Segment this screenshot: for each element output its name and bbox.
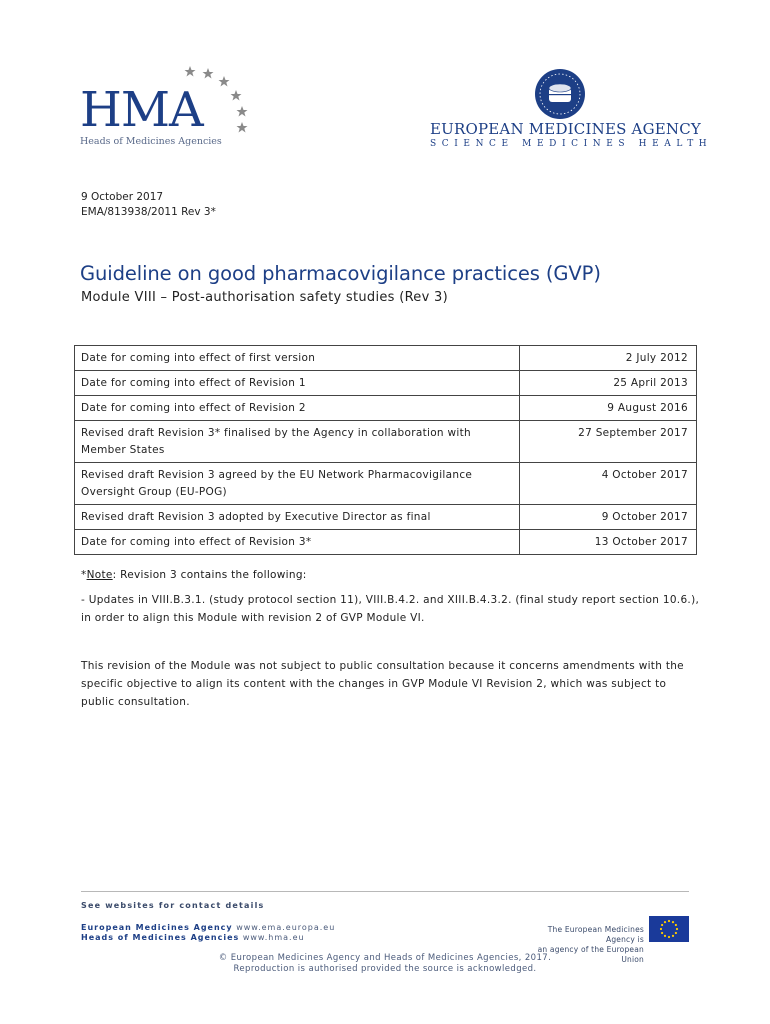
row-date: 13 October 2017 — [520, 530, 697, 555]
table-row — [75, 421, 697, 463]
footer-hma-label: Heads of Medicines Agencies — [81, 933, 240, 942]
row-description: Revised draft Revision 3 adopted by Executive Director as final — [75, 505, 520, 530]
table-row — [75, 505, 697, 530]
document-date: 9 October 2017 — [81, 191, 164, 203]
row-description: Date for coming into effect of Revision 3* — [75, 530, 520, 555]
eu-statement-line-2: an agency of the European Union — [537, 945, 644, 964]
footer-ema-line — [81, 923, 335, 932]
table-row — [75, 371, 697, 396]
ema-emblem-icon — [534, 68, 586, 120]
footer-hma-link[interactable]: www.hma.eu — [242, 933, 305, 942]
row-date: 9 August 2016 — [520, 396, 697, 421]
hma-subtitle: Heads of Medicines Agencies — [80, 136, 222, 147]
row-description: Revised draft Revision 3 agreed by the EU Network Pharmacovigilance Oversight Group (EU-POG) — [75, 463, 520, 505]
footer-hma-line — [81, 933, 305, 942]
copyright-line-1: © European Medicines Agency and Heads of Medicines Agencies, 2017. — [218, 953, 552, 963]
row-description: Revised draft Revision 3* finalised by the Agency in collaboration with Member States — [75, 421, 520, 463]
document-title: Guideline on good pharmacovigilance practices (GVP) — [80, 262, 601, 285]
table-row — [75, 530, 697, 555]
table-row — [75, 396, 697, 421]
row-date: 4 October 2017 — [520, 463, 697, 505]
ema-logo — [430, 68, 713, 154]
note-asterisk: * — [81, 569, 87, 581]
table-row — [75, 463, 697, 505]
document-reference: EMA/813938/2011 Rev 3* — [81, 206, 216, 218]
note-text: : Revision 3 contains the following: — [112, 569, 307, 581]
row-description: Date for coming into effect of Revision 2 — [75, 396, 520, 421]
updates-paragraph: - Updates in VIII.B.3.1. (study protocol section 11), VIII.B.4.2. and XIII.B.4.3.2. (final study report section 10.6.), in order to align this Module with revision 2 of GVP Module VI. — [81, 594, 700, 624]
footer-divider — [81, 891, 689, 892]
eu-flag-icon — [649, 916, 689, 942]
copyright-notice — [0, 953, 770, 975]
row-date: 2 July 2012 — [520, 346, 697, 371]
row-date: 9 October 2017 — [520, 505, 697, 530]
row-description: Date for coming into effect of first version — [75, 346, 520, 371]
revision-note — [81, 569, 307, 581]
ema-tagline: SCIENCE MEDICINES HEALTH — [430, 139, 713, 149]
copyright-line-2: Reproduction is authorised provided the source is acknowledged. — [233, 964, 537, 974]
document-subtitle: Module VIII – Post-authorisation safety studies (Rev 3) — [81, 290, 448, 305]
hma-logo — [80, 62, 260, 162]
row-description: Date for coming into effect of Revision 1 — [75, 371, 520, 396]
hma-acronym: HMA — [80, 82, 203, 138]
row-date: 25 April 2013 — [520, 371, 697, 396]
footer-ema-label: European Medicines Agency — [81, 923, 233, 932]
eu-statement-line-1: The European Medicines Agency is — [547, 925, 644, 944]
revision-paragraph: This revision of the Module was not subject to public consultation because it concerns amendments with the specific objective to align its content with the changes in GVP Module VI Revision 2, which was subject to public consultation. — [81, 660, 684, 708]
effective-dates-table — [74, 345, 697, 555]
row-date: 27 September 2017 — [520, 421, 697, 463]
footer-ema-link[interactable]: www.ema.europa.eu — [236, 923, 336, 932]
note-label: Note — [86, 569, 113, 581]
footer-contact: See websites for contact details — [81, 901, 265, 910]
ema-name: EUROPEAN MEDICINES AGENCY — [430, 120, 702, 138]
table-row — [75, 346, 697, 371]
